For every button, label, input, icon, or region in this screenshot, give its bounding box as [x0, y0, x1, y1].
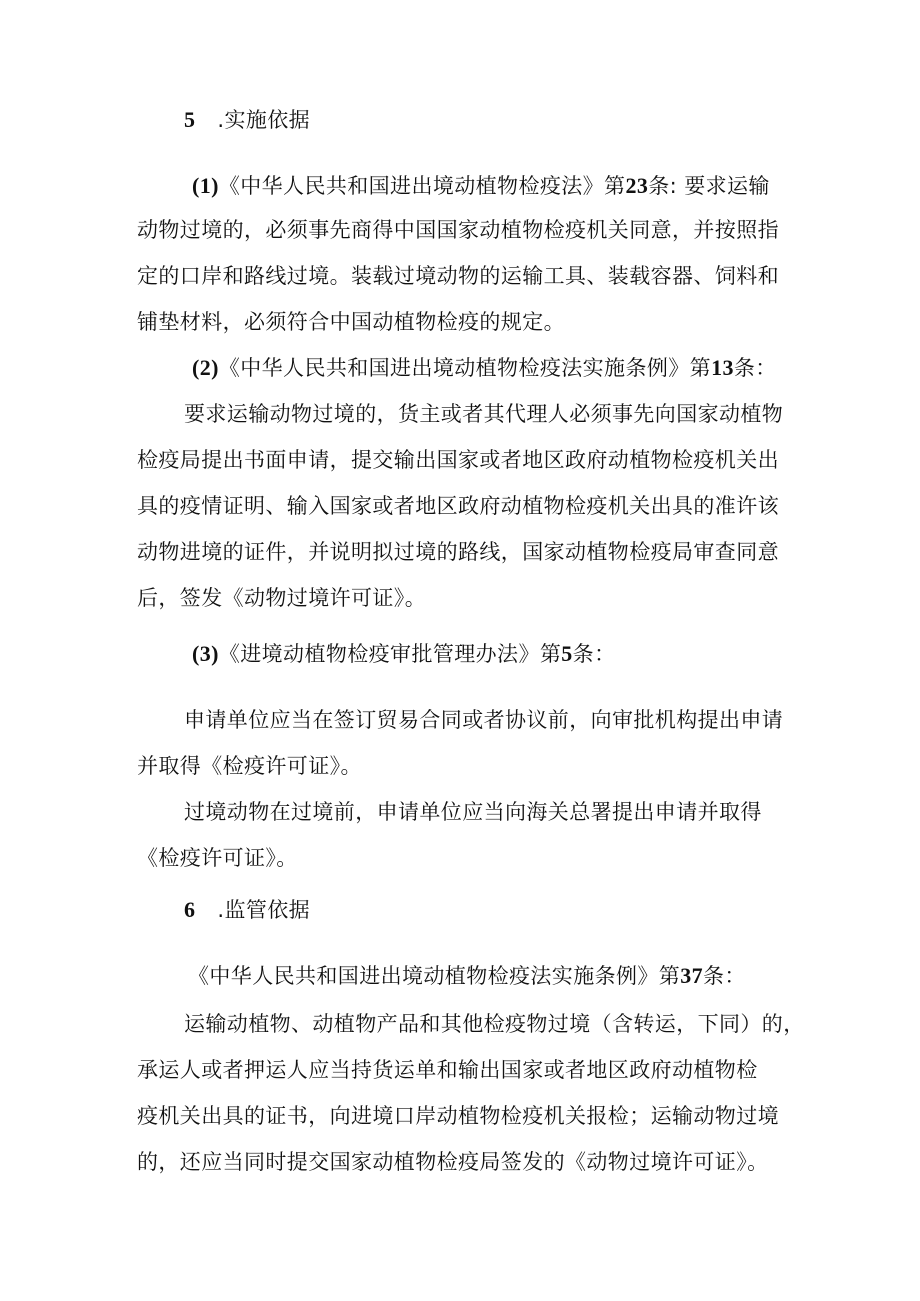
item-text: 条: 要求运输	[648, 174, 770, 198]
item-text: 条：	[733, 356, 777, 380]
regulation-37-line-1	[188, 962, 746, 990]
item-2-line-4: 具的疫情证明、输入国家或者地区政府动植物检疫机关出具的准许该	[137, 494, 779, 518]
item-1-line-1	[192, 172, 770, 200]
item-2-line-5: 动物进境的证件，并说明拟过境的路线，国家动植物检疫局审查同意	[137, 540, 779, 564]
item-number: (3)	[192, 641, 219, 666]
item-number: (2)	[192, 355, 219, 380]
item-text: 《中华人民共和国进出境动植物检疫法》第	[218, 174, 626, 198]
section-title: .实施依据	[217, 108, 311, 132]
item-2-line-3: 检疫局提出书面申请，提交输出国家或者地区政府动植物检疫机关出	[137, 448, 779, 472]
item-text: 《中华人民共和国进出境动植物检疫法实施条例》第	[218, 356, 712, 380]
item-1-line-2: 动物过境的，必须事先商得中国国家动植物检疫机关同意，并按照指	[137, 218, 779, 242]
regulation-text: 条：	[703, 964, 746, 988]
item-3-line-1	[192, 640, 615, 668]
section-6-heading	[184, 896, 310, 924]
item-3-paragraph-2-line-2: 《检疫许可证》。	[137, 846, 298, 870]
item-1-line-3: 定的口岸和路线过境。装载过境动物的运输工具、装载容器、饲料和	[137, 264, 779, 288]
item-2-line-6: 后，签发《动物过境许可证》。	[137, 586, 427, 610]
article-number: 13	[711, 355, 734, 380]
regulation-37-line-2: 运输动植物、动植物产品和其他检疫物过境（含转运，下同）的，	[184, 1012, 805, 1036]
section-title: .监管依据	[217, 898, 311, 922]
section-number: 6	[184, 897, 196, 922]
item-2-line-2: 要求运输动物过境的，货主或者其代理人必须事先向国家动植物	[184, 402, 784, 426]
article-number: 23	[625, 173, 649, 198]
item-text: 《进境动植物检疫审批管理办法》第	[218, 642, 562, 666]
item-1-line-4: 铺垫材料，必须符合中国动植物检疫的规定。	[137, 310, 565, 334]
item-3-paragraph-1-line-2: 并取得《检疫许可证》。	[137, 754, 362, 778]
regulation-37-line-5: 的，还应当同时提交国家动植物检疫局签发的《动物过境许可证》。	[137, 1150, 769, 1174]
item-3-paragraph-1-line-1: 申请单位应当在签订贸易合同或者协议前，向审批机构提出申请	[184, 708, 784, 732]
item-2-line-1	[192, 354, 777, 382]
item-number: (1)	[192, 173, 219, 198]
regulation-text: 《中华人民共和国进出境动植物检疫法实施条例》第	[188, 964, 681, 988]
section-number: 5	[184, 107, 196, 132]
article-number: 5	[561, 641, 573, 666]
item-text: 条：	[572, 642, 616, 666]
regulation-37-line-3: 承运人或者押运人应当持货运单和输出国家或者地区政府动植物检	[137, 1058, 758, 1082]
section-5-heading	[184, 106, 310, 134]
article-number: 37	[680, 963, 704, 988]
regulation-37-line-4: 疫机关出具的证书，向进境口岸动植物检疫机关报检；运输动物过境	[137, 1104, 779, 1128]
item-3-paragraph-2-line-1: 过境动物在过境前，申请单位应当向海关总署提出申请并取得	[184, 800, 762, 824]
